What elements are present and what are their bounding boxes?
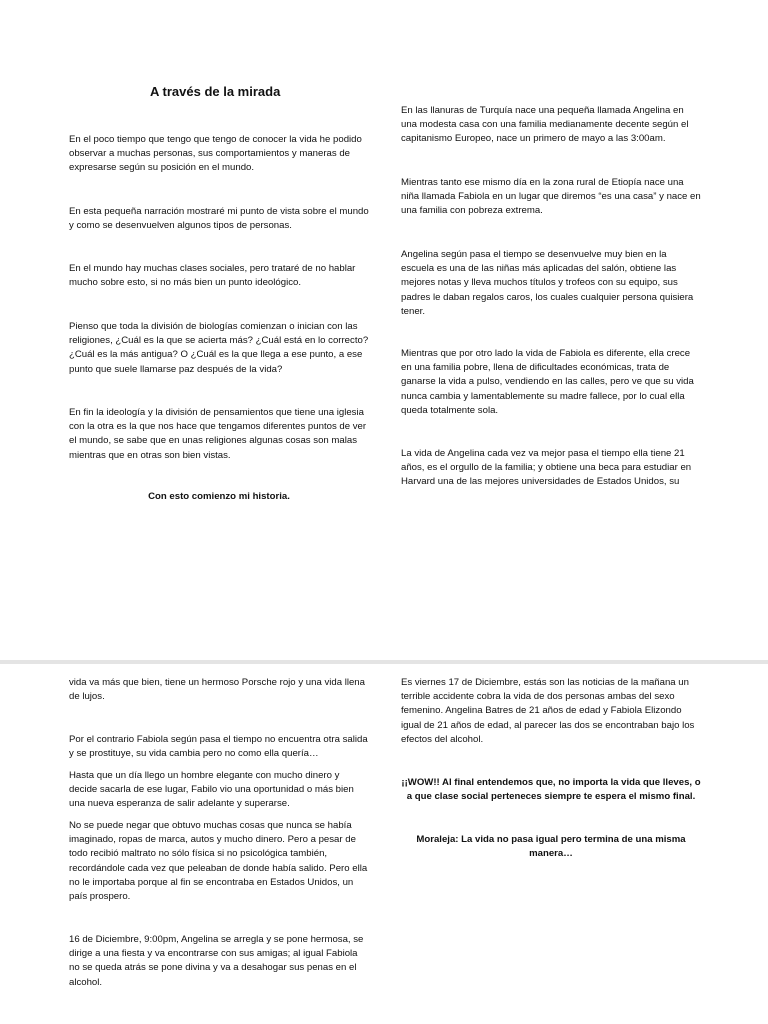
paragraph: En las llanuras de Turquía nace una pequeña llamada Angelina en una modesta casa con una familia medianamente decente según el capitanismo Europeo, nace un primero de mayo a las 3:00am. xyxy=(401,105,689,145)
paragraph: Angelina según pasa el tiempo se desenvuelve muy bien en la escuela es una de las niñas más aplicadas del salón, obtiene las mejores notas y lleva muchos títulos y trofeos con su equipo, sus padres le daban regalos caros, los cuales cualquier persona quisiera tener. xyxy=(401,249,694,317)
story-intro-line: Con esto comienzo mi historia. xyxy=(148,491,290,502)
document-title: A través de la mirada xyxy=(150,84,281,99)
paragraph: Mientras tanto ese mismo día en la zona rural de Etiopía nace una niña llamada Fabiola en un lugar que diremos “es una casa” y nace en una familia con pobreza extrema. xyxy=(401,177,701,217)
paragraph: La vida de Angelina cada vez va mejor pasa el tiempo ella tiene 21 años, es el orgullo de la familia; y obtiene una beca para estudiar en Harvard una de las mejores universidades de Estados Unidos, su xyxy=(401,448,692,488)
paragraph: En el mundo hay muchas clases sociales, pero trataré de no hablar mucho sobre esto, si no más bien un punto ideológico. xyxy=(69,263,356,289)
paragraph: Pienso que toda la división de biologías comienzan o inician con las religiones, ¿Cuál es la que se acierta más? ¿Cuál está en lo correcto? ¿Cuál es la más antigua? O ¿Cuál es la que llega a ese punto, a ese punto que suele llamarse paz después de la vida? xyxy=(69,321,369,375)
page-2 xyxy=(0,664,768,1024)
paragraph: No se puede negar que obtuvo muchas cosas que nunca se había imaginado, ropas de marca, autos y mucho dinero. Pero a pesar de todo recibió maltrato no sólo física si no psicológica también, recordándole cada vez que peleaban de donde había salido. Pero ella no le importaba porque al fin se encontraba en Estados Unidos, un país prospero. xyxy=(69,820,368,903)
paragraph: Hasta que un día llego un hombre elegante con mucho dinero y decide sacarla de ese lugar, Fabilo vio una oportunidad o más bien una nueva esperanza de salir adelante y superarse. xyxy=(69,770,354,810)
paragraph: 16 de Diciembre, 9:00pm, Angelina se arregla y se pone hermosa, se dirige a una fiesta y va encontrarse con sus amigas; al igual Fabiola no se queda atrás se pone divina y va a desahogar sus penas en el alcohol. xyxy=(69,934,364,988)
moral-statement: Moraleja: La vida no pasa igual pero termina de una misma manera… xyxy=(416,834,686,860)
paragraph: En esta pequeña narración mostraré mi punto de vista sobre el mundo y como se desenvuelven algunos tipos de personas. xyxy=(69,206,369,232)
paragraph: En fin la ideología y la división de pensamientos que tiene una iglesia con la otra es la que nos hace que tengamos diferentes puntos de ver el mundo, se sabe que en unas religiones algunas cosas son malas mientras que en otras son bien vistas. xyxy=(69,407,367,461)
paragraph: Mientras que por otro lado la vida de Fabiola es diferente, ella crece en una familia pobre, llena de dificultades económicas, trata de ganarse la vida a pulso, vendiendo en las calles, pero ve que su vida nunca cambia y lamentablemente su madre fallece, por lo cual ella queda totalmente sola. xyxy=(401,348,694,416)
paragraph: En el poco tiempo que tengo que tengo de conocer la vida he podido observar a muchas personas, sus comportamientos y maneras de expresarse según su posición en el mundo. xyxy=(69,134,362,174)
paragraph: ¡¡WOW!! Al final entendemos que, no importa la vida que lleves, o a que clase social perteneces siempre te espera el mismo final. xyxy=(401,777,701,803)
paragraph: vida va más que bien, tiene un hermoso Porsche rojo y una vida llena de lujos. xyxy=(69,677,365,703)
paragraph: Es viernes 17 de Diciembre, estás son las noticias de la mañana un terrible accidente cobra la vida de dos personas ambas del sexo femenino. Angelina Batres de 21 años de edad y Fabiola Elizondo igual de 21 años de edad, al parecer las dos se encontraban bajo los efectos del alcohol. xyxy=(401,677,695,745)
paragraph: Por el contrario Fabiola según pasa el tiempo no encuentra otra salida y se prostituye, su vida cambia pero no como ella quería… xyxy=(69,734,368,760)
